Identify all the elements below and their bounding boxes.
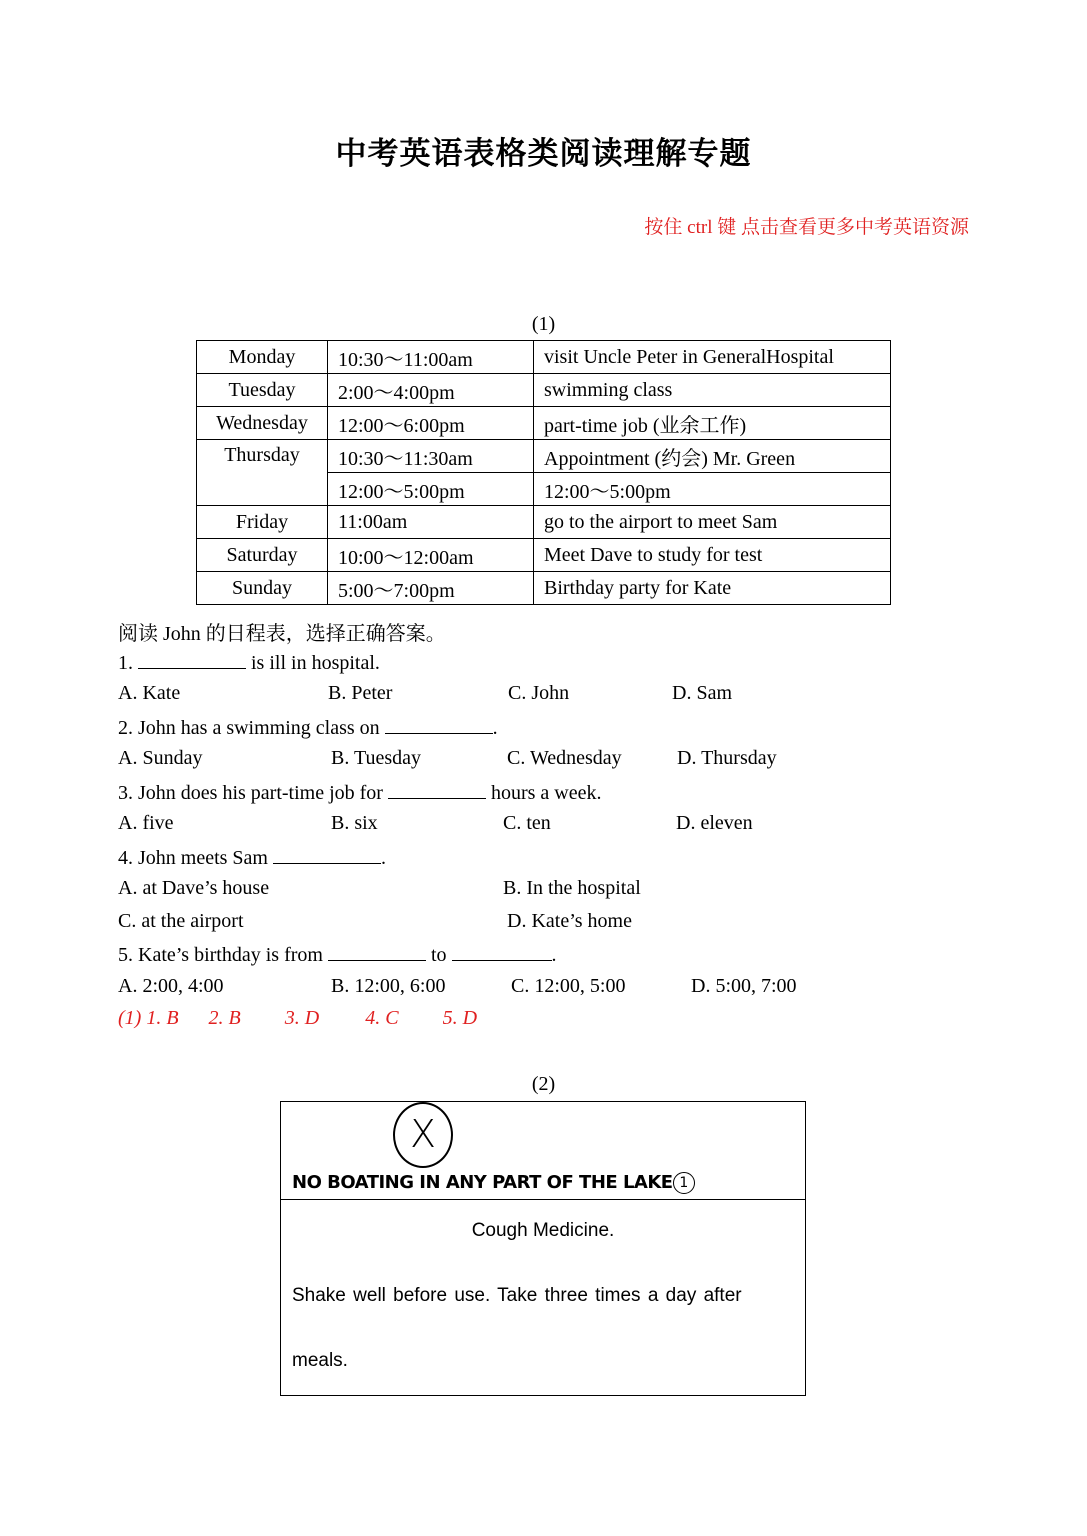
- time-cell: 12:00～6:00pm: [328, 407, 534, 440]
- notice-box: [280, 1101, 806, 1396]
- time-cell: 12:00～5:00pm: [328, 473, 534, 506]
- question-5: 5. Kate’s birthday is from to .: [118, 944, 557, 966]
- option-3b: B. six: [331, 812, 378, 834]
- answer-blank: [138, 650, 246, 669]
- promo-link[interactable]: 按住 ctrl 键 点击查看更多中考英语资源: [644, 217, 969, 238]
- instruction-text: 阅读 John 的日程表，选择正确答案。: [118, 623, 446, 645]
- option-2d: D. Thursday: [677, 747, 777, 769]
- option-5b: B. 12:00, 6:00: [331, 975, 446, 997]
- question-1: 1. is ill in hospital.: [118, 652, 380, 674]
- day-cell: Thursday: [197, 440, 328, 506]
- table-row: [197, 341, 891, 374]
- answer-item: 4. C: [365, 1007, 399, 1029]
- sign-text: NO BOATING IN ANY PART OF THE LAKE 1: [292, 1172, 695, 1194]
- option-4d: D. Kate’s home: [507, 910, 632, 932]
- schedule-table: [196, 340, 891, 605]
- option-1d: D. Sam: [672, 682, 732, 704]
- answer-blank: [388, 780, 486, 799]
- question-2: 2. John has a swimming class on .: [118, 717, 498, 739]
- section-2-label: (2): [531, 1073, 556, 1095]
- activity-cell: go to the airport to meet Sam: [534, 506, 891, 539]
- day-cell: Sunday: [197, 572, 328, 605]
- time-cell: 10:30～11:00am: [328, 341, 534, 374]
- activity-cell: Meet Dave to study for test: [534, 539, 891, 572]
- time-cell: 10:00～12:00am: [328, 539, 534, 572]
- option-1c: C. John: [508, 682, 570, 704]
- answer-item: 5. D: [442, 1007, 478, 1029]
- answer-item: 2. B: [208, 1007, 241, 1029]
- no-boating-sign: [281, 1102, 805, 1200]
- answer-key: [118, 1007, 507, 1030]
- table-row: [197, 440, 891, 473]
- time-cell: 2:00～4:00pm: [328, 374, 534, 407]
- option-1a: A. Kate: [118, 682, 181, 704]
- time-cell: 5:00～7:00pm: [328, 572, 534, 605]
- option-4c: C. at the airport: [118, 910, 244, 932]
- page-title: 中考英语表格类阅读理解专题: [335, 136, 752, 172]
- medicine-title: Cough Medicine.: [471, 1220, 615, 1241]
- day-cell: Monday: [197, 341, 328, 374]
- medicine-instructions-cont: meals.: [292, 1350, 348, 1371]
- time-cell: 10:30～11:30am: [328, 440, 534, 473]
- option-4b: B. In the hospital: [503, 877, 641, 899]
- prohibited-icon: X: [393, 1102, 453, 1168]
- option-3a: A. five: [118, 812, 174, 834]
- activity-cell: swimming class: [534, 374, 891, 407]
- answer-item: 3. D: [284, 1007, 320, 1029]
- answer-item: (1) 1. B: [118, 1007, 179, 1029]
- option-5d: D. 5:00, 7:00: [691, 975, 797, 997]
- question-4: 4. John meets Sam .: [118, 847, 386, 869]
- table-row: [197, 539, 891, 572]
- answer-blank: [328, 942, 426, 961]
- table-row: [197, 506, 891, 539]
- option-2a: A. Sunday: [118, 747, 203, 769]
- answer-blank: [452, 942, 552, 961]
- answer-blank: [385, 715, 493, 734]
- table-row: [197, 572, 891, 605]
- activity-cell: part-time job (业余工作): [534, 407, 891, 440]
- option-5c: C. 12:00, 5:00: [511, 975, 626, 997]
- option-5a: A. 2:00, 4:00: [118, 975, 224, 997]
- time-cell: 11:00am: [328, 506, 534, 539]
- option-4a: A. at Dave’s house: [118, 877, 270, 899]
- activity-cell: 12:00～5:00pm: [534, 473, 891, 506]
- answer-blank: [273, 845, 381, 864]
- activity-cell: Birthday party for Kate: [534, 572, 891, 605]
- question-3: 3. John does his part-time job for hours a week.: [118, 782, 602, 804]
- activity-cell: Appointment (约会) Mr. Green: [534, 440, 891, 473]
- day-cell: Saturday: [197, 539, 328, 572]
- option-3c: C. ten: [503, 812, 551, 834]
- option-3d: D. eleven: [676, 812, 753, 834]
- option-1b: B. Peter: [328, 682, 393, 704]
- medicine-instructions: Shake well before use. Take three times a day after: [292, 1285, 742, 1306]
- day-cell: Friday: [197, 506, 328, 539]
- table-row: [197, 374, 891, 407]
- option-2b: B. Tuesday: [331, 747, 422, 769]
- day-cell: Tuesday: [197, 374, 328, 407]
- day-cell: Wednesday: [197, 407, 328, 440]
- table-row: [197, 407, 891, 440]
- option-2c: C. Wednesday: [507, 747, 622, 769]
- activity-cell: visit Uncle Peter in GeneralHospital: [534, 341, 891, 374]
- circled-number: 1: [673, 1172, 695, 1194]
- section-1-label: (1): [531, 313, 556, 335]
